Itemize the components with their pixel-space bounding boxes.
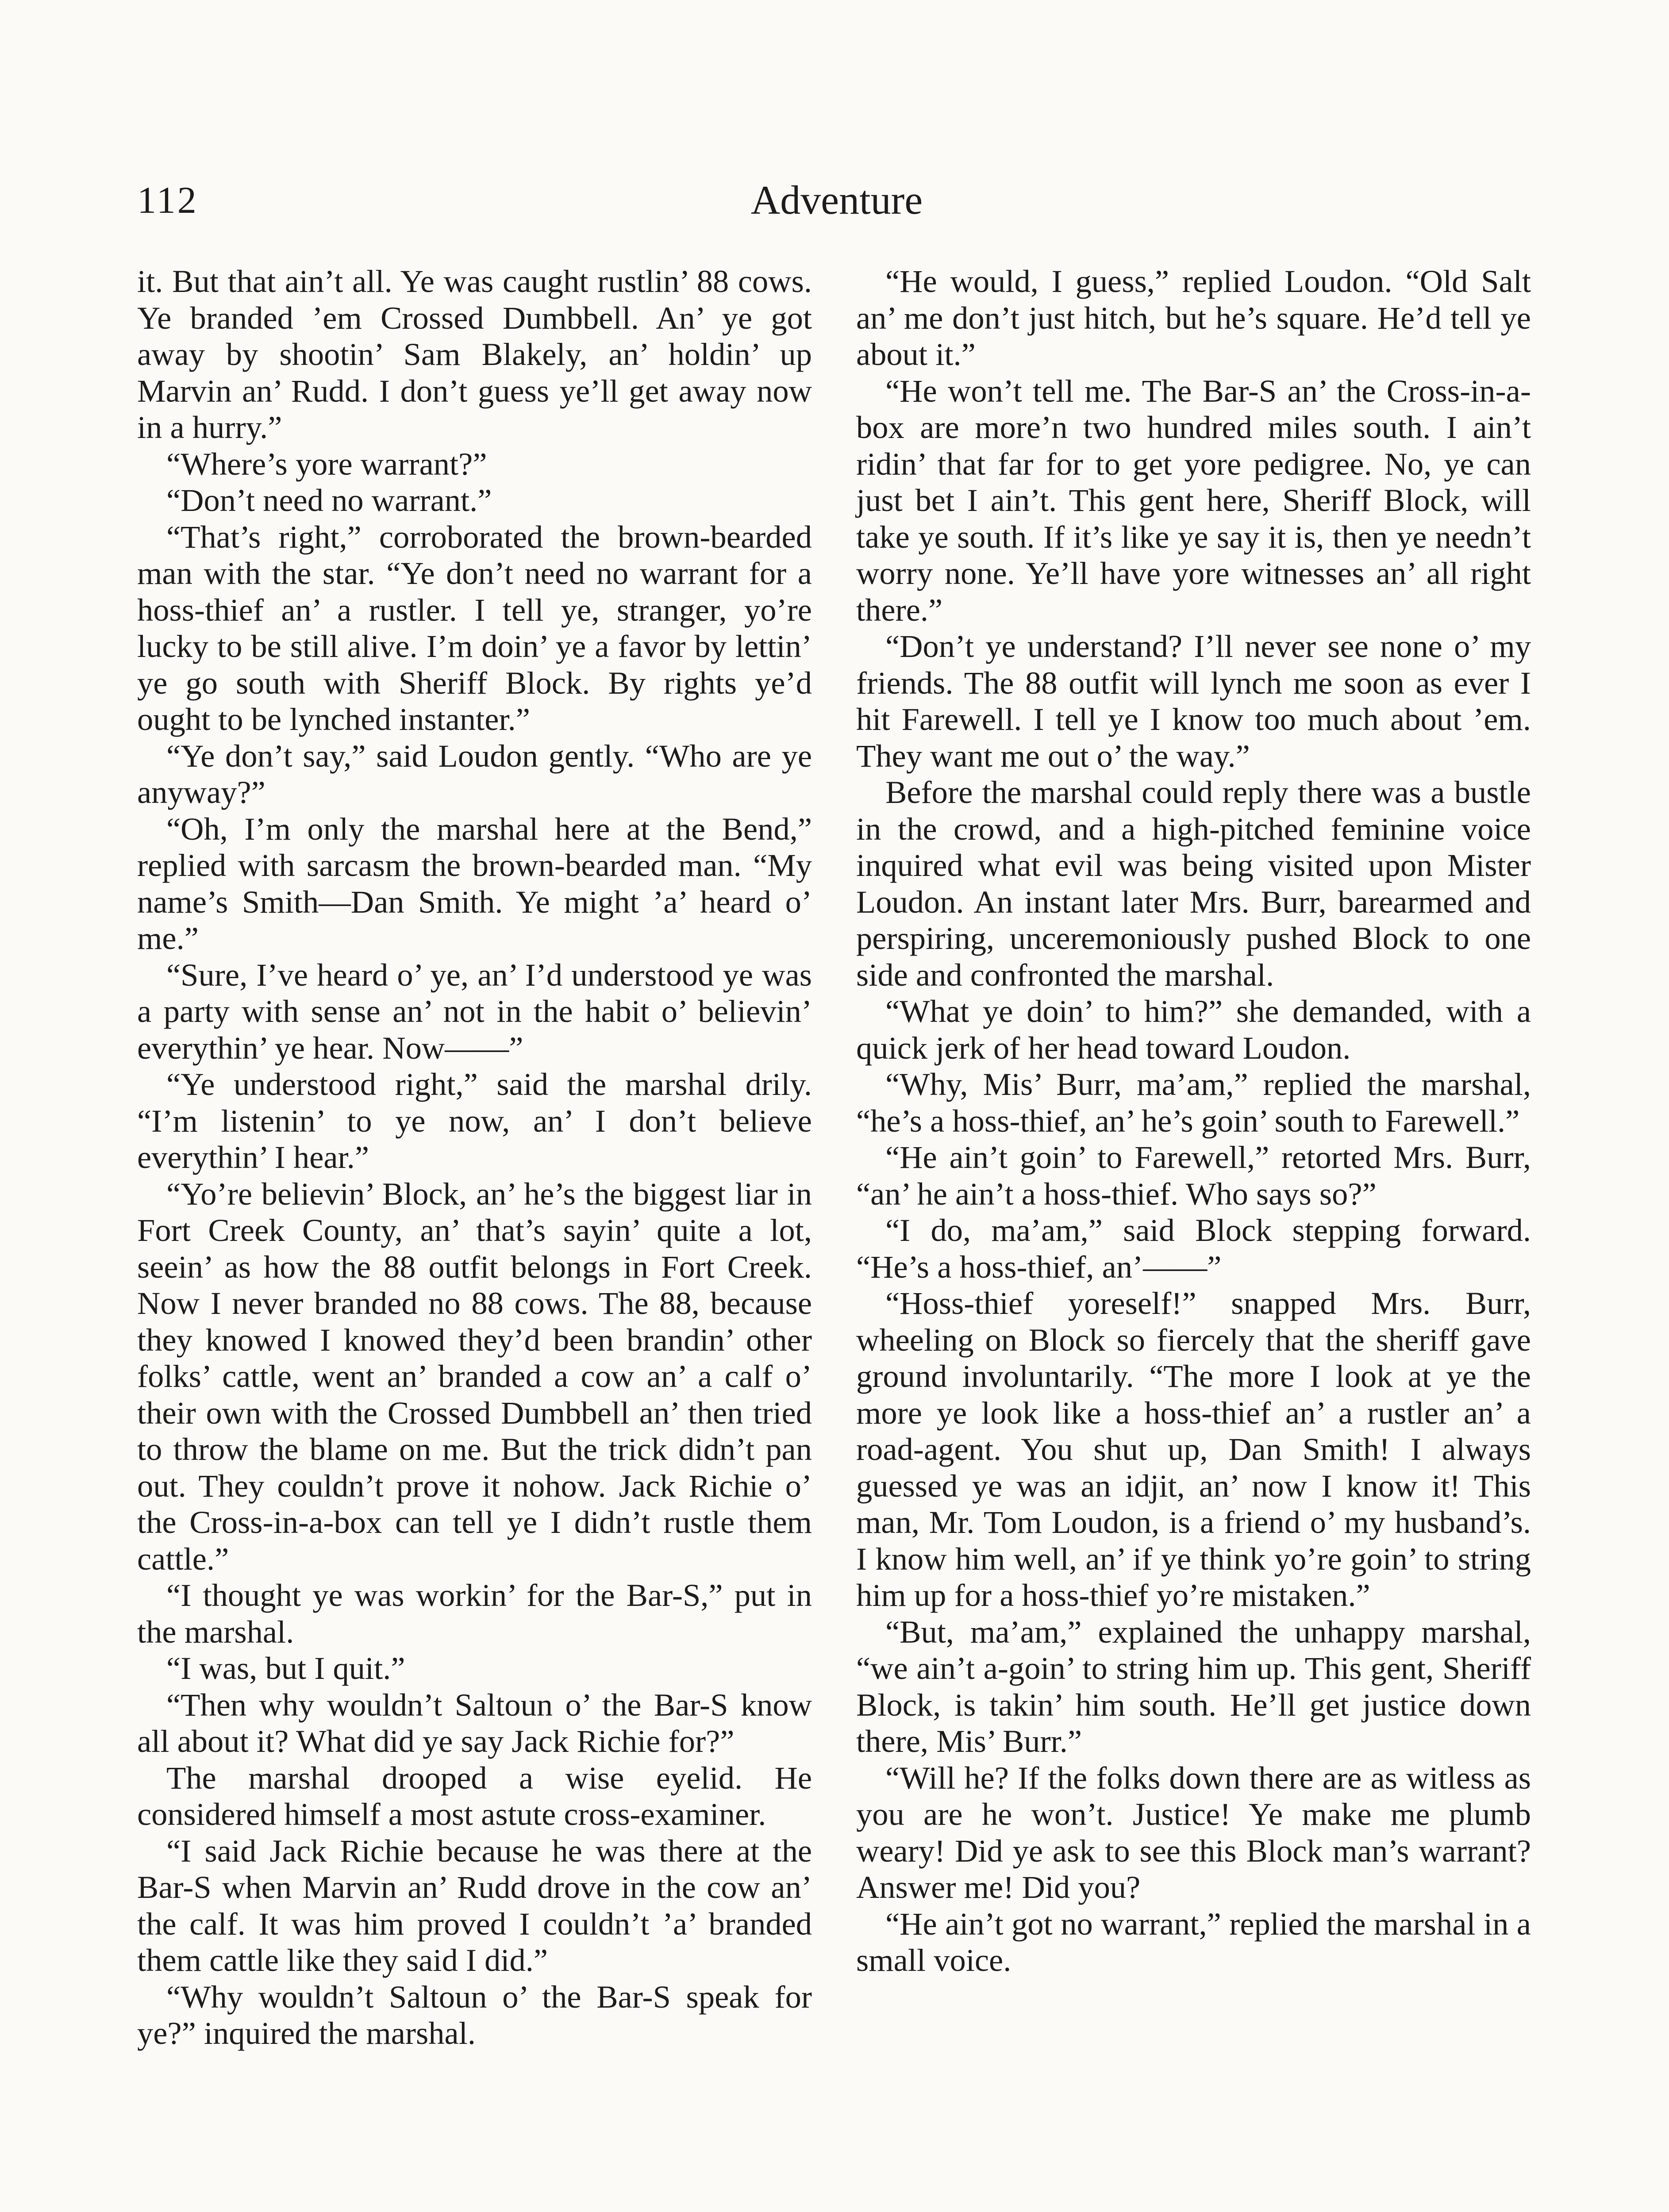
left-column bbox=[137, 263, 812, 2052]
paragraph: “That’s right,” corroborated the brown-bearded man with the star. “Ye don’t need no warrant for a hoss-thief an’ a rustler. I tell ye, stranger, yo’re lucky to be still alive. I’m doin’ ye a favor by lettin’ ye go south with Sheriff Block. By rights ye’d ought to be lynched instanter.” bbox=[137, 518, 812, 737]
paragraph: “Sure, I’ve heard o’ ye, an’ I’d understood ye was a party with sense an’ not in the habit o’ believin’ everythin’ ye hear. Now——” bbox=[137, 956, 812, 1066]
paragraph: “Why, Mis’ Burr, ma’am,” replied the marshal, “he’s a hoss-thief, an’ he’s goin’ south to Farewell.” bbox=[856, 1066, 1531, 1139]
paragraph: “Hoss-thief yoreself!” snapped Mrs. Burr, wheeling on Block so fiercely that the sheriff gave ground involuntarily. “The more I look at ye the more ye look like a hoss-thief an’ a rustler an’ a road-agent. You shut up, Dan Smith! I always guessed ye was an idjit, an’ now I know it! This man, Mr. Tom Loudon, is a friend o’ my husband’s. I know him well, an’ if ye think yo’re goin’ to string him up for a hoss-thief yo’re mistaken.” bbox=[856, 1285, 1531, 1613]
paragraph: “He ain’t got no warrant,” replied the marshal in a small voice. bbox=[856, 1905, 1531, 1978]
paragraph: “Ye don’t say,” said Loudon gently. “Who are ye anyway?” bbox=[137, 737, 812, 810]
paragraph: “Ye understood right,” said the marshal drily. “I’m listenin’ to ye now, an’ I don’t believe everythin’ I hear.” bbox=[137, 1066, 812, 1175]
paragraph: “What ye doin’ to him?” she demanded, with a quick jerk of her head toward Loudon. bbox=[856, 993, 1531, 1066]
paragraph: “But, ma’am,” explained the unhappy marshal, “we ain’t a-goin’ to string him up. This gent, Sheriff Block, is takin’ him south. He’ll get justice down there, Mis’ Burr.” bbox=[856, 1613, 1531, 1759]
paragraph: “Then why wouldn’t Saltoun o’ the Bar-S know all about it? What did ye say Jack Richie for?” bbox=[137, 1686, 812, 1759]
paragraph: “Oh, I’m only the marshal here at the Bend,” replied with sarcasm the brown-bearded man. “My name’s Smith—Dan Smith. Ye might ’a’ heard o’ me.” bbox=[137, 810, 812, 956]
paragraph: “Why wouldn’t Saltoun o’ the Bar-S speak for ye?” inquired the marshal. bbox=[137, 1978, 812, 2051]
paragraph: “I said Jack Richie because he was there at the Bar-S when Marvin an’ Rudd drove in the cow an’ the calf. It was him proved I couldn’t ’a’ branded them cattle like they said I did.” bbox=[137, 1832, 812, 1978]
paragraph: “Yo’re believin’ Block, an’ he’s the biggest liar in Fort Creek County, an’ that’s sayin’ quite a lot, seein’ as how the 88 outfit belongs in Fort Creek. Now I never branded no 88 cows. The 88, because they knowed I knowed they’d been brandin’ other folks’ cattle, went an’ branded a cow an’ a calf o’ their own with the Crossed Dumbbell an’ then tried to throw the blame on me. But the trick didn’t pan out. They couldn’t prove it nohow. Jack Richie o’ the Cross-in-a-box can tell ye I didn’t rustle them cattle.” bbox=[137, 1175, 812, 1577]
paragraph: “He won’t tell me. The Bar-S an’ the Cross-in-a-box are more’n two hundred miles south. I ain’t ridin’ that far for to get yore pedigree. No, ye can just bet I ain’t. This gent here, Sheriff Block, will take ye south. If it’s like ye say it is, then ye needn’t worry none. Ye’ll have yore witnesses an’ all right there.” bbox=[856, 373, 1531, 628]
paragraph: “Will he? If the folks down there are as witless as you are he won’t. Justice! Ye make me plumb weary! Did ye ask to see this Block man’s warrant? Answer me! Did you? bbox=[856, 1759, 1531, 1905]
paragraph: it. But that ain’t all. Ye was caught rustlin’ 88 cows. Ye branded ’em Crossed Dumbbell. An’ ye got away by shootin’ Sam Blakely, an’ holdin’ up Marvin an’ Rudd. I don’t guess ye’ll get away now in a hurry.” bbox=[137, 263, 812, 445]
page-number: 112 bbox=[137, 179, 198, 221]
running-title: Adventure bbox=[750, 177, 923, 223]
page-header bbox=[137, 173, 1536, 227]
paragraph: “I thought ye was workin’ for the Bar-S,” put in the marshal. bbox=[137, 1577, 812, 1650]
paragraph: “Where’s yore warrant?” bbox=[166, 445, 487, 482]
paragraph: “I was, but I quit.” bbox=[166, 1650, 405, 1686]
paragraph: “He would, I guess,” replied Loudon. “Old Salt an’ me don’t just hitch, but he’s square. He’d tell ye about it.” bbox=[856, 263, 1531, 372]
paragraph: Before the marshal could reply there was a bustle in the crowd, and a high-pitched feminine voice inquired what evil was being visited upon Mister Loudon. An instant later Mrs. Burr, barearmed and perspiring, unceremoniously pushed Block to one side and confronted the marshal. bbox=[856, 774, 1531, 993]
paragraph: “I do, ma’am,” said Block stepping forward. “He’s a hoss-thief, an’——” bbox=[856, 1212, 1531, 1285]
paragraph: “He ain’t goin’ to Farewell,” retorted Mrs. Burr, “an’ he ain’t a hoss-thief. Who says so?” bbox=[856, 1139, 1531, 1212]
paragraph: “Don’t ye understand? I’ll never see none o’ my friends. The 88 outfit will lynch me soon as ever I hit Farewell. I tell ye I know too much about ’em. They want me out o’ the way.” bbox=[856, 628, 1531, 774]
paragraph: “Don’t need no warrant.” bbox=[166, 482, 492, 518]
paragraph: The marshal drooped a wise eyelid. He considered himself a most astute cross-examiner. bbox=[137, 1759, 812, 1832]
right-column bbox=[856, 263, 1531, 1979]
